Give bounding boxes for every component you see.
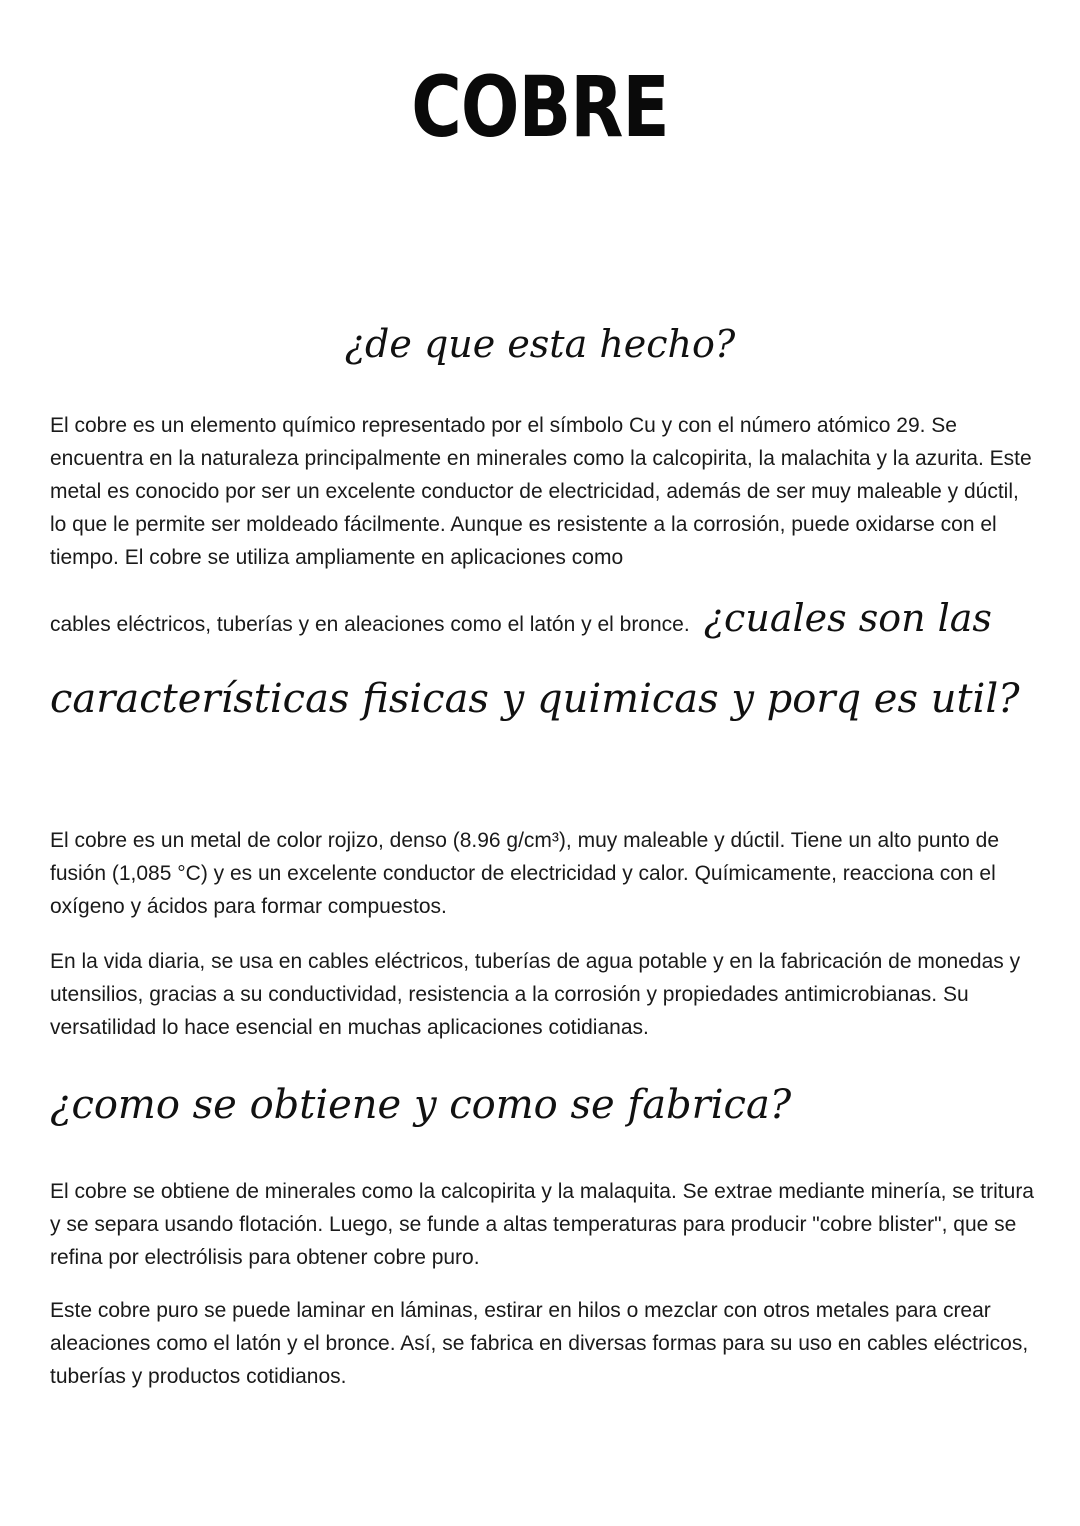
section-heading-characteristics-part1: ¿cuales son las xyxy=(703,596,992,640)
paragraph-last-line-text: cables eléctricos, tuberías y en aleaciones como el latón y el bronce. xyxy=(50,613,690,636)
paragraph-composition-text: El cobre es un elemento químico representado por el símbolo Cu y con el número atómico 29. Se encuentra en la naturaleza principalmente en minerales como la calcopirita, la malachita y la azurita. Este metal es conocido por ser un excelente conductor de electricidad, además de ser muy maleable y dúctil, lo que le permite ser moldeado fácilmente. Aunque es resistente a la corrosión, puede oxidarse con el tiempo. El cobre se utiliza ampliamente en aplicaciones como xyxy=(50,414,1032,569)
paragraph-characteristics-2: En la vida diaria, se usa en cables eléctricos, tuberías de agua potable y en la fabricación de monedas y utensilios, gracias a su conductividad, resistencia a la corrosión y propiedades antimicrobianas. Su versatilidad lo hace esencial en muchas aplicaciones cotidianas. xyxy=(50,950,1021,1039)
section-heading-production: ¿como se obtiene y como se fabrica? xyxy=(50,1082,792,1128)
paragraph-composition xyxy=(50,409,1040,574)
paragraph-production-1: El cobre se obtiene de minerales como la calcopirita y la malaquita. Se extrae mediante minería, se tritura y se separa usando flotación. Luego, se funde a altas temperaturas para producir "cobre blister", que se refina por electrólisis para obtener cobre puro. xyxy=(50,1180,1034,1269)
section-heading-characteristics-part2: características fisicas y quimicas y porq es util? xyxy=(50,676,1020,722)
page-title: COBRE xyxy=(411,58,669,156)
section-heading-composition: ¿de que esta hecho? xyxy=(344,322,736,366)
paragraph-composition-last-line xyxy=(50,596,1040,641)
paragraph-production-2: Este cobre puro se puede laminar en láminas, estirar en hilos o mezclar con otros metales para crear aleaciones como el latón y el bronce. Así, se fabrica en diversas formas para su uso en cables eléctricos, tuberías y productos cotidianos. xyxy=(50,1299,1029,1388)
paragraph-characteristics-1: El cobre es un metal de color rojizo, denso (8.96 g/cm³), muy maleable y dúctil. Tiene un alto punto de fusión (1,085 °C) y es un excelente conductor de electricidad y calor. Químicamente, reacciona con el oxígeno y ácidos para formar compuestos. xyxy=(50,829,999,918)
